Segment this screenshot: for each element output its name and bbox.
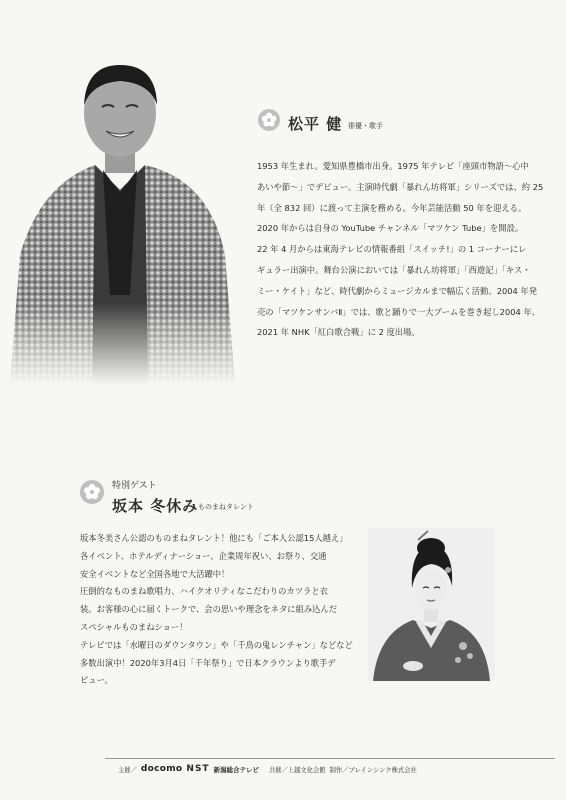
bio-line: ビュー。 <box>80 675 113 686</box>
performer1-role: 俳優・歌手 <box>348 122 383 130</box>
bio-line: ミー・ケイト」など、時代劇からミュージカルまで幅広く活動。2004 年発 <box>257 285 538 296</box>
bio-line: 装。お客様の心に届くトークで、会の思いや理念をネタに組み込んだ <box>80 604 338 615</box>
bio-line: スペシャルものまねショー！ <box>80 621 188 632</box>
footer <box>118 764 417 774</box>
bio-line: テレビでは「水曜日のダウンタウン」や「千鳥の鬼レンチャン」などなど <box>80 639 353 650</box>
bio-line: 安全イベントなど全国各地で大活躍中！ <box>80 568 230 579</box>
performer2-bio <box>80 530 362 690</box>
bio-line: 2021 年 NHK「紅白歌合戦」に 2 度出場。 <box>257 327 420 338</box>
footer-divider <box>105 758 555 759</box>
performer1-name: 松平 健 <box>288 115 343 133</box>
flower-icon <box>80 480 104 504</box>
bio-line: 各イベント、ホテルディナーショー、企業周年祝い、お祭り、交通 <box>80 550 327 561</box>
bio-line: 圧倒的なものまね歌唱力、ハイクオリティなこだわりのカツラと衣 <box>80 586 328 597</box>
bio-line: 多数出演中！2020年3月4日「千年祭り」で日本クラウンより歌手デ <box>80 657 336 668</box>
nst-logo: NST <box>186 764 210 774</box>
performer1-bio <box>257 156 547 343</box>
docomo-logo: docomo <box>140 764 183 774</box>
bio-line: 年（全 832 回）に渡って主演を務める。今年芸能活動 50 年を迎える。 <box>257 202 527 213</box>
production-text: 制作／ブレインシンク株式会社 <box>329 766 417 774</box>
cosponsor-text: 共催／上越文化会館 <box>268 766 326 774</box>
performer2-name: 坂本 冬休み <box>112 497 199 515</box>
performer2-photo <box>368 528 495 681</box>
bio-line: 1953 年生まれ。愛知県豊橋市出身。1975 年テレビ「座頭市物語〜心中 <box>257 161 529 171</box>
bio-line: 坂本冬美さん公認のものまねタレント！他にも「ご本人公認15人越え」 <box>80 533 348 543</box>
bio-line: 22 年 4 月からは東海テレビの情報番組「スイッチ!」の 1 コーナーにレ <box>257 244 527 255</box>
bio-line: あいや節〜」でデビュー。主演時代劇「暴れん坊将軍」シリーズでは、約 25 <box>257 181 544 192</box>
bio-line: 売の「マツケンサンバⅡ」では、歌と踊りで一大ブームを巻き起し2004 年、 <box>257 306 541 317</box>
bio-line: 2020 年からは自身の YouTube チャンネル「マツケン Tube」を開設。 <box>257 223 524 234</box>
performer1-photo <box>0 55 240 385</box>
sponsor-label: 主催／ <box>118 766 137 774</box>
bio-line: ギュラー出演中。舞台公演においては「暴れん坊将軍」「西遊記」「キス・ <box>257 264 531 275</box>
flower-icon <box>258 109 280 131</box>
performer2-role: ものまねタレント <box>198 503 254 511</box>
nst-name: 新潟総合テレビ <box>213 765 259 774</box>
special-guest-label: 特別ゲスト <box>112 481 157 491</box>
